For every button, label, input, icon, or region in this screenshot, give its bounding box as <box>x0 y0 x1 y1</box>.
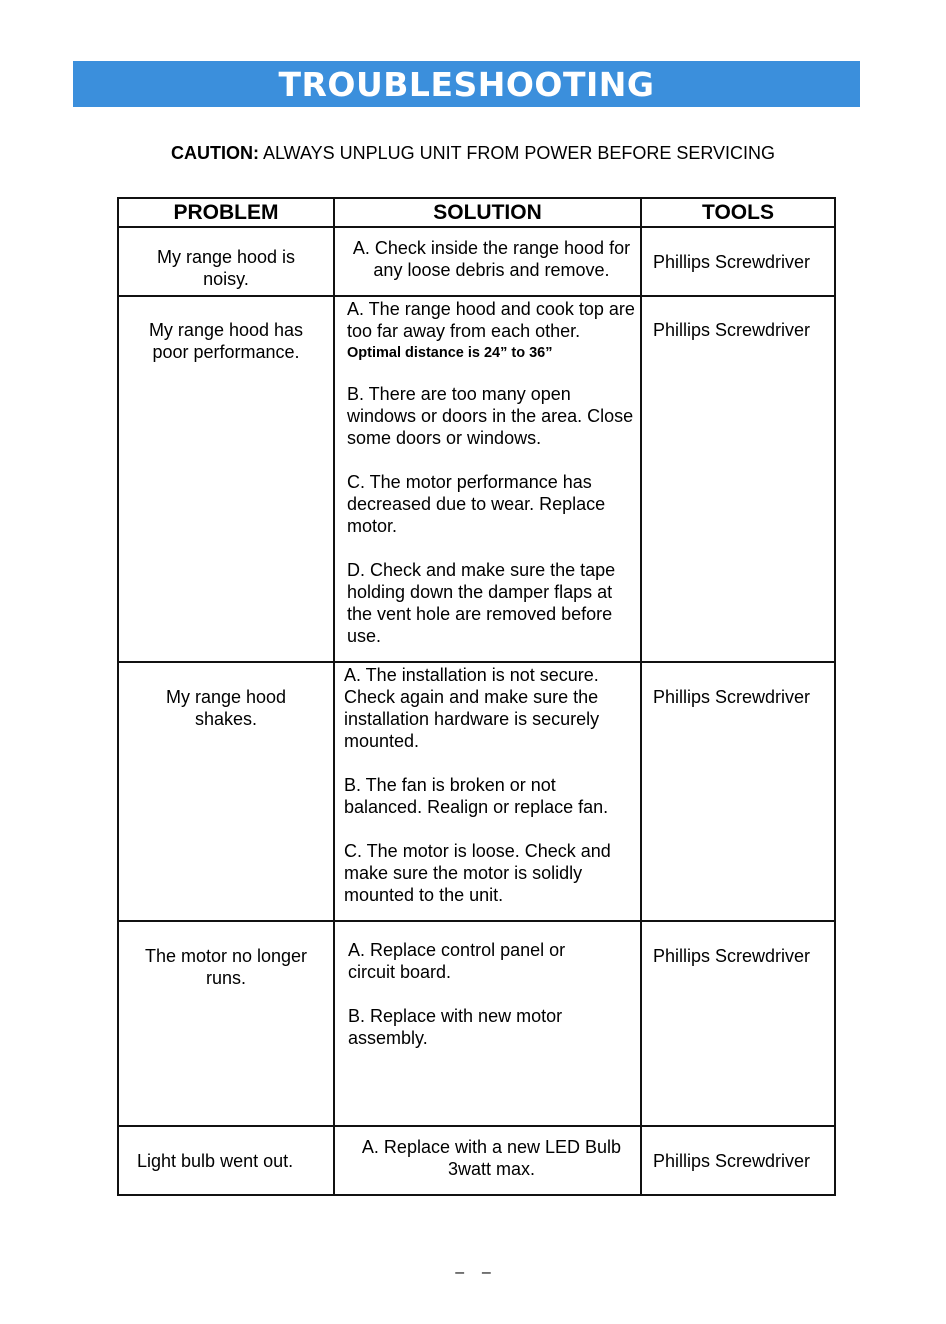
problem-text: The motor no longer runs. <box>144 946 308 988</box>
solution-cell <box>334 921 641 1126</box>
table-row <box>118 296 835 662</box>
tool-text: Phillips Screwdriver <box>653 251 811 272</box>
solution-text: A. Replace control panel or circuit board. <box>348 940 566 982</box>
solution-cell <box>334 662 641 921</box>
tool-text: Phillips Screwdriver <box>653 687 811 707</box>
tool-text: Phillips Screwdriver <box>653 946 811 966</box>
problem-text: My range hood is noisy. <box>156 247 296 289</box>
problem-text: My range hood shakes. <box>165 687 287 729</box>
tool-text: Phillips Screwdriver <box>653 1150 811 1171</box>
solution-cell <box>334 296 641 662</box>
problem-cell <box>118 1126 334 1195</box>
header-problem: PROBLEM <box>118 198 334 227</box>
solution-block <box>347 298 638 364</box>
solution-text: B. Replace with new motor assembly. <box>348 1006 563 1048</box>
page-number-marks: – – <box>455 1264 491 1281</box>
tool-cell <box>641 921 835 1126</box>
page-title: TROUBLESHOOTING <box>278 64 655 104</box>
solution-text: A. The range hood and cook top are too far away from each other. <box>347 299 635 341</box>
troubleshooting-table <box>117 197 836 1196</box>
solution-text: A. Check inside the range hood for any loose debris and remove. <box>352 238 631 280</box>
problem-text: My range hood has poor performance. <box>148 320 304 362</box>
problem-cell <box>118 227 334 296</box>
solution-text: B. There are too many open windows or doors in the area. Close some doors or windows. <box>347 384 634 448</box>
solution-note: Optimal distance is 24” to 36” <box>347 345 553 361</box>
table-row <box>118 921 835 1126</box>
header-solution: SOLUTION <box>334 198 641 227</box>
problem-cell <box>118 296 334 662</box>
solution-text: A. Replace with a new LED Bulb 3watt max. <box>361 1137 622 1179</box>
solution-text: C. The motor performance has decreased due to wear. Replace motor. <box>347 472 606 536</box>
caution-text: ALWAYS UNPLUG UNIT FROM POWER BEFORE SERVICING <box>258 143 776 163</box>
tool-cell <box>641 1126 835 1195</box>
solution-text: D. Check and make sure the tape holding down the damper flaps at the vent hole are removed before use. <box>347 560 616 646</box>
problem-cell <box>118 921 334 1126</box>
tool-text: Phillips Screwdriver <box>653 320 811 340</box>
table-row <box>118 1126 835 1195</box>
solution-text: B. The fan is broken or not balanced. Realign or replace fan. <box>344 775 609 817</box>
table-row <box>118 662 835 921</box>
solution-text: C. The motor is loose. Check and make sure the motor is solidly mounted to the unit. <box>344 841 611 905</box>
solution-cell <box>334 1126 641 1195</box>
tool-cell <box>641 296 835 662</box>
table-row <box>118 227 835 296</box>
caution-label: CAUTION: <box>170 143 259 163</box>
caution-line <box>0 143 946 164</box>
tool-cell <box>641 227 835 296</box>
problem-text: Light bulb went out. <box>137 1150 294 1171</box>
solution-cell <box>334 227 641 296</box>
problem-cell <box>118 662 334 921</box>
header-tools: TOOLS <box>641 198 835 227</box>
table-header-row <box>118 198 835 227</box>
solution-text: A. The installation is not secure. Check again and make sure the installation hardware is securely mounted. <box>344 665 600 751</box>
title-banner <box>73 61 860 107</box>
tool-cell <box>641 662 835 921</box>
